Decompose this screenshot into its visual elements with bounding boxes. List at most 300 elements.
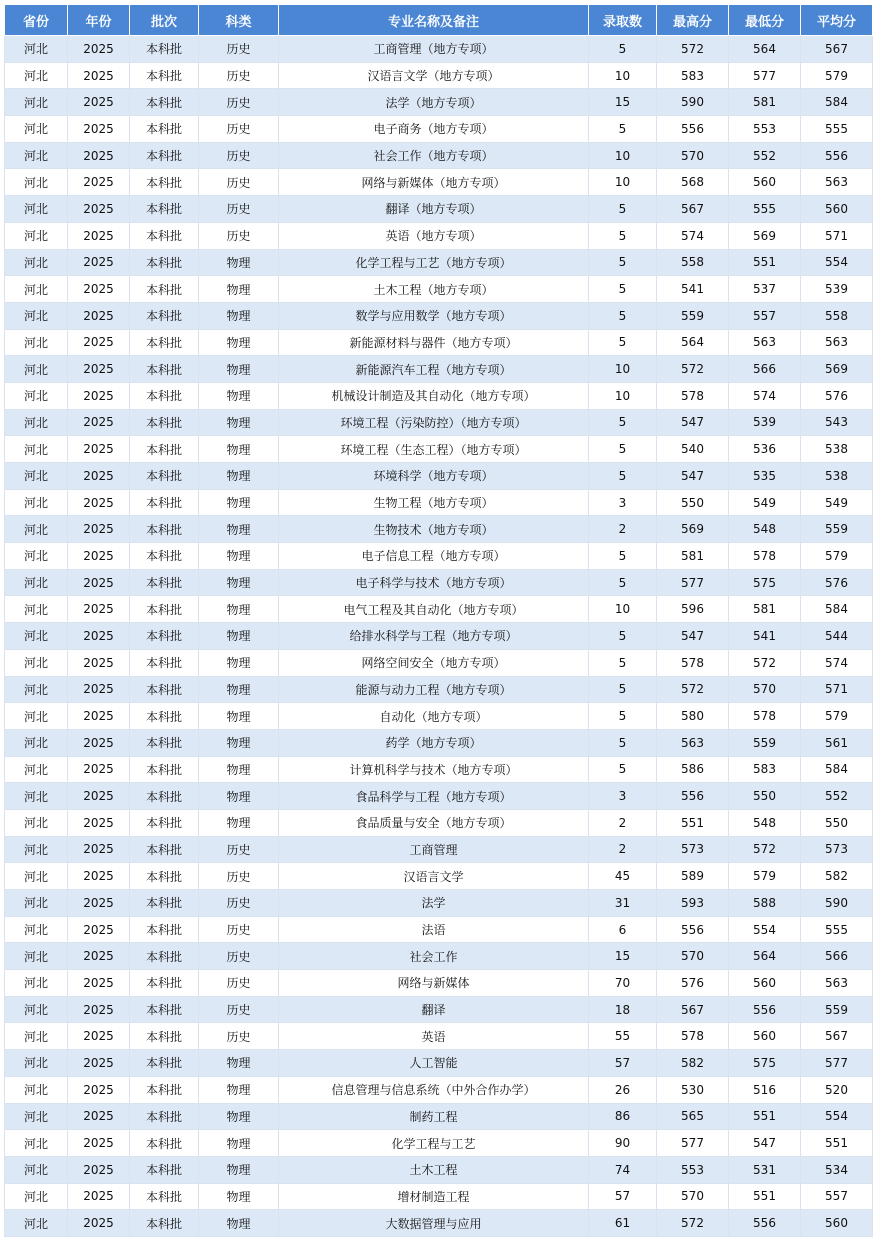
- batch-cell: 本科批: [130, 623, 199, 650]
- year-cell: 2025: [68, 649, 130, 676]
- province-cell: 河北: [5, 756, 68, 783]
- major-name-cell: 环境工程（生态工程）（地方专项）: [279, 436, 589, 463]
- major-name-cell: 人工智能: [279, 1050, 589, 1077]
- major-name-cell: 土木工程（地方专项）: [279, 276, 589, 303]
- avg-score-cell: 584: [801, 596, 873, 623]
- max-score-cell: 578: [657, 382, 729, 409]
- batch-cell: 本科批: [130, 463, 199, 490]
- batch-cell: 本科批: [130, 169, 199, 196]
- batch-cell: 本科批: [130, 863, 199, 890]
- max-score-cell: 570: [657, 943, 729, 970]
- major-name-cell: 机械设计制造及其自动化（地方专项）: [279, 382, 589, 409]
- batch-cell: 本科批: [130, 1130, 199, 1157]
- province-cell: 河北: [5, 649, 68, 676]
- table-row: [5, 1103, 873, 1130]
- batch-cell: 本科批: [130, 1076, 199, 1103]
- batch-cell: 本科批: [130, 890, 199, 917]
- major-name-cell: 电子商务（地方专项）: [279, 116, 589, 143]
- table-row: [5, 1130, 873, 1157]
- major-name-cell: 电子科学与技术（地方专项）: [279, 569, 589, 596]
- batch-cell: 本科批: [130, 222, 199, 249]
- avg-score-cell: 543: [801, 409, 873, 436]
- major-name-cell: 食品质量与安全（地方专项）: [279, 809, 589, 836]
- province-cell: 河北: [5, 703, 68, 730]
- max-score-cell: 583: [657, 62, 729, 89]
- admitted-count-cell: 5: [589, 569, 657, 596]
- year-cell: 2025: [68, 836, 130, 863]
- table-header: [5, 5, 873, 36]
- admitted-count-cell: 61: [589, 1210, 657, 1237]
- table-row: [5, 62, 873, 89]
- batch-cell: 本科批: [130, 356, 199, 383]
- min-score-cell: 555: [729, 196, 801, 223]
- avg-score-cell: 584: [801, 89, 873, 116]
- table-row: [5, 276, 873, 303]
- batch-cell: 本科批: [130, 1103, 199, 1130]
- min-score-cell: 548: [729, 516, 801, 543]
- max-score-cell: 550: [657, 489, 729, 516]
- admitted-count-cell: 86: [589, 1103, 657, 1130]
- major-name-cell: 工商管理（地方专项）: [279, 36, 589, 63]
- subject-category-cell: 历史: [199, 1023, 279, 1050]
- avg-score-cell: 577: [801, 1050, 873, 1077]
- subject-category-cell: 历史: [199, 169, 279, 196]
- province-cell: 河北: [5, 329, 68, 356]
- province-cell: 河北: [5, 809, 68, 836]
- table-row: [5, 222, 873, 249]
- table-row: [5, 729, 873, 756]
- subject-category-cell: 历史: [199, 836, 279, 863]
- admitted-count-cell: 10: [589, 596, 657, 623]
- header-batch: 批次: [130, 5, 199, 36]
- subject-category-cell: 物理: [199, 569, 279, 596]
- min-score-cell: 588: [729, 890, 801, 917]
- major-name-cell: 化学工程与工艺（地方专项）: [279, 249, 589, 276]
- batch-cell: 本科批: [130, 703, 199, 730]
- admitted-count-cell: 5: [589, 36, 657, 63]
- max-score-cell: 574: [657, 222, 729, 249]
- max-score-cell: 567: [657, 196, 729, 223]
- subject-category-cell: 物理: [199, 1183, 279, 1210]
- year-cell: 2025: [68, 116, 130, 143]
- table-row: [5, 249, 873, 276]
- min-score-cell: 548: [729, 809, 801, 836]
- subject-category-cell: 物理: [199, 1210, 279, 1237]
- admitted-count-cell: 5: [589, 703, 657, 730]
- min-score-cell: 516: [729, 1076, 801, 1103]
- admitted-count-cell: 5: [589, 222, 657, 249]
- batch-cell: 本科批: [130, 489, 199, 516]
- min-score-cell: 551: [729, 1183, 801, 1210]
- admitted-count-cell: 10: [589, 356, 657, 383]
- major-name-cell: 网络与新媒体: [279, 970, 589, 997]
- province-cell: 河北: [5, 783, 68, 810]
- max-score-cell: 547: [657, 623, 729, 650]
- admitted-count-cell: 5: [589, 436, 657, 463]
- admitted-count-cell: 3: [589, 783, 657, 810]
- admission-score-table-container: [4, 4, 856, 1237]
- admitted-count-cell: 74: [589, 1156, 657, 1183]
- min-score-cell: 579: [729, 863, 801, 890]
- max-score-cell: 577: [657, 1130, 729, 1157]
- table-row: [5, 409, 873, 436]
- major-name-cell: 土木工程: [279, 1156, 589, 1183]
- avg-score-cell: 539: [801, 276, 873, 303]
- table-row: [5, 996, 873, 1023]
- subject-category-cell: 物理: [199, 1050, 279, 1077]
- major-name-cell: 社会工作: [279, 943, 589, 970]
- subject-category-cell: 历史: [199, 970, 279, 997]
- avg-score-cell: 567: [801, 36, 873, 63]
- table-body: [5, 36, 873, 1237]
- max-score-cell: 573: [657, 836, 729, 863]
- province-cell: 河北: [5, 222, 68, 249]
- batch-cell: 本科批: [130, 649, 199, 676]
- subject-category-cell: 物理: [199, 382, 279, 409]
- admitted-count-cell: 5: [589, 676, 657, 703]
- avg-score-cell: 534: [801, 1156, 873, 1183]
- max-score-cell: 578: [657, 1023, 729, 1050]
- province-cell: 河北: [5, 196, 68, 223]
- table-row: [5, 1210, 873, 1237]
- year-cell: 2025: [68, 943, 130, 970]
- year-cell: 2025: [68, 1183, 130, 1210]
- province-cell: 河北: [5, 1183, 68, 1210]
- subject-category-cell: 物理: [199, 409, 279, 436]
- avg-score-cell: 558: [801, 302, 873, 329]
- min-score-cell: 570: [729, 676, 801, 703]
- year-cell: 2025: [68, 1023, 130, 1050]
- batch-cell: 本科批: [130, 943, 199, 970]
- table-row: [5, 36, 873, 63]
- subject-category-cell: 物理: [199, 1156, 279, 1183]
- table-row: [5, 382, 873, 409]
- province-cell: 河北: [5, 596, 68, 623]
- year-cell: 2025: [68, 142, 130, 169]
- avg-score-cell: 560: [801, 1210, 873, 1237]
- subject-category-cell: 物理: [199, 249, 279, 276]
- year-cell: 2025: [68, 382, 130, 409]
- table-row: [5, 489, 873, 516]
- table-row: [5, 169, 873, 196]
- major-name-cell: 信息管理与信息系统（中外合作办学）: [279, 1076, 589, 1103]
- min-score-cell: 572: [729, 836, 801, 863]
- max-score-cell: 553: [657, 1156, 729, 1183]
- avg-score-cell: 557: [801, 1183, 873, 1210]
- province-cell: 河北: [5, 36, 68, 63]
- min-score-cell: 550: [729, 783, 801, 810]
- province-cell: 河北: [5, 249, 68, 276]
- subject-category-cell: 历史: [199, 890, 279, 917]
- year-cell: 2025: [68, 623, 130, 650]
- min-score-cell: 537: [729, 276, 801, 303]
- avg-score-cell: 550: [801, 809, 873, 836]
- province-cell: 河北: [5, 996, 68, 1023]
- year-cell: 2025: [68, 463, 130, 490]
- max-score-cell: 590: [657, 89, 729, 116]
- subject-category-cell: 物理: [199, 276, 279, 303]
- year-cell: 2025: [68, 863, 130, 890]
- year-cell: 2025: [68, 222, 130, 249]
- admitted-count-cell: 45: [589, 863, 657, 890]
- year-cell: 2025: [68, 249, 130, 276]
- admitted-count-cell: 10: [589, 142, 657, 169]
- min-score-cell: 554: [729, 916, 801, 943]
- avg-score-cell: 574: [801, 649, 873, 676]
- subject-category-cell: 物理: [199, 703, 279, 730]
- province-cell: 河北: [5, 1210, 68, 1237]
- subject-category-cell: 历史: [199, 142, 279, 169]
- admitted-count-cell: 15: [589, 89, 657, 116]
- header-max-score: 最高分: [657, 5, 729, 36]
- subject-category-cell: 历史: [199, 943, 279, 970]
- year-cell: 2025: [68, 916, 130, 943]
- batch-cell: 本科批: [130, 569, 199, 596]
- avg-score-cell: 569: [801, 356, 873, 383]
- year-cell: 2025: [68, 409, 130, 436]
- year-cell: 2025: [68, 89, 130, 116]
- year-cell: 2025: [68, 489, 130, 516]
- min-score-cell: 563: [729, 329, 801, 356]
- batch-cell: 本科批: [130, 1023, 199, 1050]
- major-name-cell: 化学工程与工艺: [279, 1130, 589, 1157]
- subject-category-cell: 物理: [199, 596, 279, 623]
- province-cell: 河北: [5, 1103, 68, 1130]
- province-cell: 河北: [5, 276, 68, 303]
- year-cell: 2025: [68, 196, 130, 223]
- year-cell: 2025: [68, 970, 130, 997]
- min-score-cell: 556: [729, 1210, 801, 1237]
- year-cell: 2025: [68, 809, 130, 836]
- batch-cell: 本科批: [130, 516, 199, 543]
- batch-cell: 本科批: [130, 329, 199, 356]
- batch-cell: 本科批: [130, 543, 199, 570]
- admitted-count-cell: 70: [589, 970, 657, 997]
- min-score-cell: 572: [729, 649, 801, 676]
- min-score-cell: 574: [729, 382, 801, 409]
- admitted-count-cell: 5: [589, 409, 657, 436]
- province-cell: 河北: [5, 463, 68, 490]
- min-score-cell: 552: [729, 142, 801, 169]
- major-name-cell: 电子信息工程（地方专项）: [279, 543, 589, 570]
- batch-cell: 本科批: [130, 596, 199, 623]
- admitted-count-cell: 6: [589, 916, 657, 943]
- avg-score-cell: 554: [801, 1103, 873, 1130]
- province-cell: 河北: [5, 1156, 68, 1183]
- min-score-cell: 569: [729, 222, 801, 249]
- province-cell: 河北: [5, 623, 68, 650]
- avg-score-cell: 563: [801, 169, 873, 196]
- table-row: [5, 756, 873, 783]
- batch-cell: 本科批: [130, 409, 199, 436]
- avg-score-cell: 552: [801, 783, 873, 810]
- batch-cell: 本科批: [130, 996, 199, 1023]
- min-score-cell: 577: [729, 62, 801, 89]
- year-cell: 2025: [68, 596, 130, 623]
- min-score-cell: 531: [729, 1156, 801, 1183]
- max-score-cell: 589: [657, 863, 729, 890]
- batch-cell: 本科批: [130, 62, 199, 89]
- max-score-cell: 559: [657, 302, 729, 329]
- year-cell: 2025: [68, 756, 130, 783]
- min-score-cell: 536: [729, 436, 801, 463]
- min-score-cell: 559: [729, 729, 801, 756]
- admitted-count-cell: 31: [589, 890, 657, 917]
- header-major-name: 专业名称及备注: [279, 5, 589, 36]
- max-score-cell: 556: [657, 916, 729, 943]
- batch-cell: 本科批: [130, 809, 199, 836]
- province-cell: 河北: [5, 1050, 68, 1077]
- avg-score-cell: 559: [801, 516, 873, 543]
- avg-score-cell: 556: [801, 142, 873, 169]
- avg-score-cell: 567: [801, 1023, 873, 1050]
- table-row: [5, 890, 873, 917]
- min-score-cell: 564: [729, 36, 801, 63]
- year-cell: 2025: [68, 729, 130, 756]
- admitted-count-cell: 57: [589, 1050, 657, 1077]
- admitted-count-cell: 5: [589, 543, 657, 570]
- max-score-cell: 530: [657, 1076, 729, 1103]
- min-score-cell: 557: [729, 302, 801, 329]
- major-name-cell: 数学与应用数学（地方专项）: [279, 302, 589, 329]
- admitted-count-cell: 10: [589, 169, 657, 196]
- header-admitted-count: 录取数: [589, 5, 657, 36]
- major-name-cell: 翻译（地方专项）: [279, 196, 589, 223]
- avg-score-cell: 573: [801, 836, 873, 863]
- year-cell: 2025: [68, 169, 130, 196]
- header-subject-category: 科类: [199, 5, 279, 36]
- table-row: [5, 196, 873, 223]
- year-cell: 2025: [68, 1076, 130, 1103]
- province-cell: 河北: [5, 62, 68, 89]
- max-score-cell: 572: [657, 36, 729, 63]
- admitted-count-cell: 5: [589, 249, 657, 276]
- admitted-count-cell: 2: [589, 809, 657, 836]
- major-name-cell: 生物工程（地方专项）: [279, 489, 589, 516]
- major-name-cell: 环境工程（污染防控）（地方专项）: [279, 409, 589, 436]
- min-score-cell: 564: [729, 943, 801, 970]
- max-score-cell: 547: [657, 463, 729, 490]
- max-score-cell: 577: [657, 569, 729, 596]
- avg-score-cell: 563: [801, 329, 873, 356]
- major-name-cell: 食品科学与工程（地方专项）: [279, 783, 589, 810]
- year-cell: 2025: [68, 516, 130, 543]
- avg-score-cell: 563: [801, 970, 873, 997]
- admitted-count-cell: 5: [589, 729, 657, 756]
- max-score-cell: 567: [657, 996, 729, 1023]
- max-score-cell: 576: [657, 970, 729, 997]
- year-cell: 2025: [68, 703, 130, 730]
- avg-score-cell: 579: [801, 62, 873, 89]
- province-cell: 河北: [5, 516, 68, 543]
- year-cell: 2025: [68, 996, 130, 1023]
- subject-category-cell: 物理: [199, 623, 279, 650]
- major-name-cell: 英语（地方专项）: [279, 222, 589, 249]
- avg-score-cell: 555: [801, 916, 873, 943]
- admitted-count-cell: 2: [589, 836, 657, 863]
- major-name-cell: 翻译: [279, 996, 589, 1023]
- subject-category-cell: 历史: [199, 62, 279, 89]
- province-cell: 河北: [5, 863, 68, 890]
- subject-category-cell: 历史: [199, 116, 279, 143]
- table-row: [5, 916, 873, 943]
- max-score-cell: 547: [657, 409, 729, 436]
- province-cell: 河北: [5, 436, 68, 463]
- year-cell: 2025: [68, 36, 130, 63]
- year-cell: 2025: [68, 302, 130, 329]
- subject-category-cell: 物理: [199, 783, 279, 810]
- admitted-count-cell: 5: [589, 756, 657, 783]
- avg-score-cell: 576: [801, 569, 873, 596]
- max-score-cell: 564: [657, 329, 729, 356]
- year-cell: 2025: [68, 890, 130, 917]
- year-cell: 2025: [68, 1130, 130, 1157]
- table-row: [5, 836, 873, 863]
- min-score-cell: 578: [729, 703, 801, 730]
- max-score-cell: 540: [657, 436, 729, 463]
- subject-category-cell: 历史: [199, 863, 279, 890]
- admitted-count-cell: 15: [589, 943, 657, 970]
- admitted-count-cell: 2: [589, 516, 657, 543]
- major-name-cell: 给排水科学与工程（地方专项）: [279, 623, 589, 650]
- table-row: [5, 302, 873, 329]
- max-score-cell: 570: [657, 1183, 729, 1210]
- max-score-cell: 541: [657, 276, 729, 303]
- min-score-cell: 575: [729, 569, 801, 596]
- major-name-cell: 网络空间安全（地方专项）: [279, 649, 589, 676]
- province-cell: 河北: [5, 302, 68, 329]
- major-name-cell: 增材制造工程: [279, 1183, 589, 1210]
- batch-cell: 本科批: [130, 1050, 199, 1077]
- subject-category-cell: 物理: [199, 543, 279, 570]
- batch-cell: 本科批: [130, 1210, 199, 1237]
- max-score-cell: 570: [657, 142, 729, 169]
- avg-score-cell: 538: [801, 463, 873, 490]
- subject-category-cell: 物理: [199, 356, 279, 383]
- avg-score-cell: 571: [801, 676, 873, 703]
- subject-category-cell: 物理: [199, 463, 279, 490]
- min-score-cell: 581: [729, 89, 801, 116]
- avg-score-cell: 544: [801, 623, 873, 650]
- table-row: [5, 703, 873, 730]
- major-name-cell: 汉语言文学（地方专项）: [279, 62, 589, 89]
- province-cell: 河北: [5, 1076, 68, 1103]
- batch-cell: 本科批: [130, 436, 199, 463]
- batch-cell: 本科批: [130, 676, 199, 703]
- batch-cell: 本科批: [130, 1156, 199, 1183]
- batch-cell: 本科批: [130, 196, 199, 223]
- min-score-cell: 578: [729, 543, 801, 570]
- batch-cell: 本科批: [130, 783, 199, 810]
- admitted-count-cell: 5: [589, 329, 657, 356]
- table-row: [5, 863, 873, 890]
- avg-score-cell: 554: [801, 249, 873, 276]
- avg-score-cell: 576: [801, 382, 873, 409]
- min-score-cell: 549: [729, 489, 801, 516]
- admitted-count-cell: 5: [589, 116, 657, 143]
- avg-score-cell: 584: [801, 756, 873, 783]
- province-cell: 河北: [5, 409, 68, 436]
- batch-cell: 本科批: [130, 89, 199, 116]
- avg-score-cell: 579: [801, 543, 873, 570]
- major-name-cell: 网络与新媒体（地方专项）: [279, 169, 589, 196]
- admitted-count-cell: 90: [589, 1130, 657, 1157]
- admitted-count-cell: 26: [589, 1076, 657, 1103]
- table-row: [5, 436, 873, 463]
- province-cell: 河北: [5, 356, 68, 383]
- admitted-count-cell: 5: [589, 649, 657, 676]
- major-name-cell: 药学（地方专项）: [279, 729, 589, 756]
